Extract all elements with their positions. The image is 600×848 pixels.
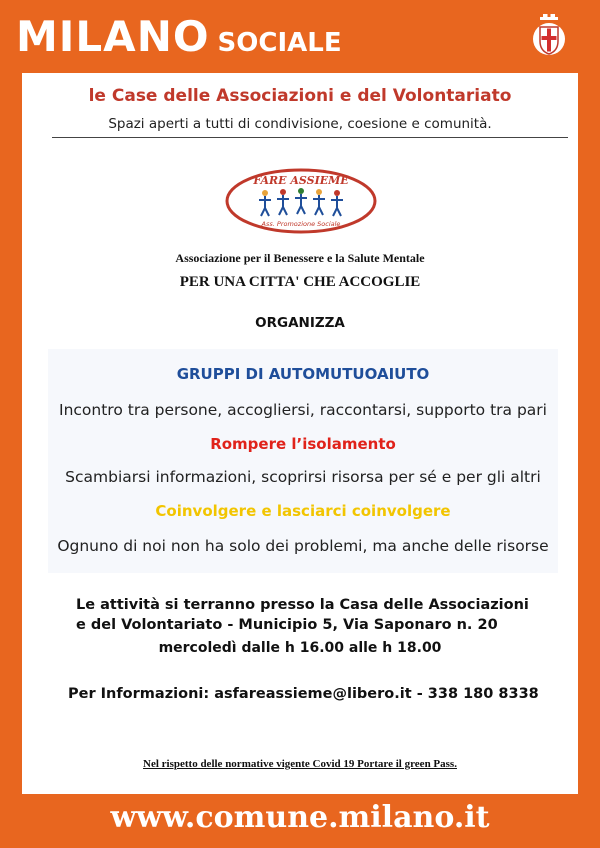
logo-tagline: Ass. Promozione Sociale [261,220,341,228]
contact-info: Per Informazioni: asfareassieme@libero.it - 338 180 8338 [68,686,539,702]
footer-url: www.comune.milano.it [110,800,490,835]
page-subtitle: Spazi aperti a tutti di condivisione, coesione e comunità. [108,116,492,132]
groups-line-1: Incontro tra persone, accogliersi, raccontarsi, supporto tra pari [59,401,547,419]
location-text [76,595,529,635]
schedule-text: mercoledì dalle h 16.00 alle h 18.00 [158,640,442,656]
organizes-label: ORGANIZZA [255,315,345,331]
content-panel [22,73,578,794]
highlight-involve: Coinvolgere e lasciarci coinvolgere [155,502,451,520]
brand-sub: SOCIALE [217,28,342,58]
motto: PER UNA CITTA' CHE ACCOGLIE [179,274,421,290]
logo-name: FARE ASSIEME [253,174,349,187]
fare-assieme-logo [225,168,377,234]
location-line-1: Le attività si terranno presso la Casa delle Associazioni [76,597,529,613]
page-title: le Case delle Associazioni e del Volontariato [88,86,512,106]
association-name: Associazione per il Benessere e la Salute Mentale [175,251,425,265]
groups-heading: GRUPPI DI AUTOMUTUOAIUTO [176,365,430,383]
location-line-2: e del Volontariato - Municipio 5, Via Saponaro n. 20 [76,617,498,633]
milan-coat-of-arms-icon [531,13,567,59]
divider [52,137,568,138]
covid-note: Nel rispetto delle normative vigente Covid 19 Portare il green Pass. [143,758,457,770]
groups-line-3: Ognuno di noi non ha solo dei problemi, ma anche delle risorse [57,537,549,555]
highlight-break-isolation: Rompere l’isolamento [210,435,396,453]
brand-main: MILANO [16,12,210,61]
groups-box [48,349,558,573]
brand-title [16,12,342,61]
groups-line-2: Scambiarsi informazioni, scoprirsi risorsa per sé e per gli altri [65,468,541,486]
